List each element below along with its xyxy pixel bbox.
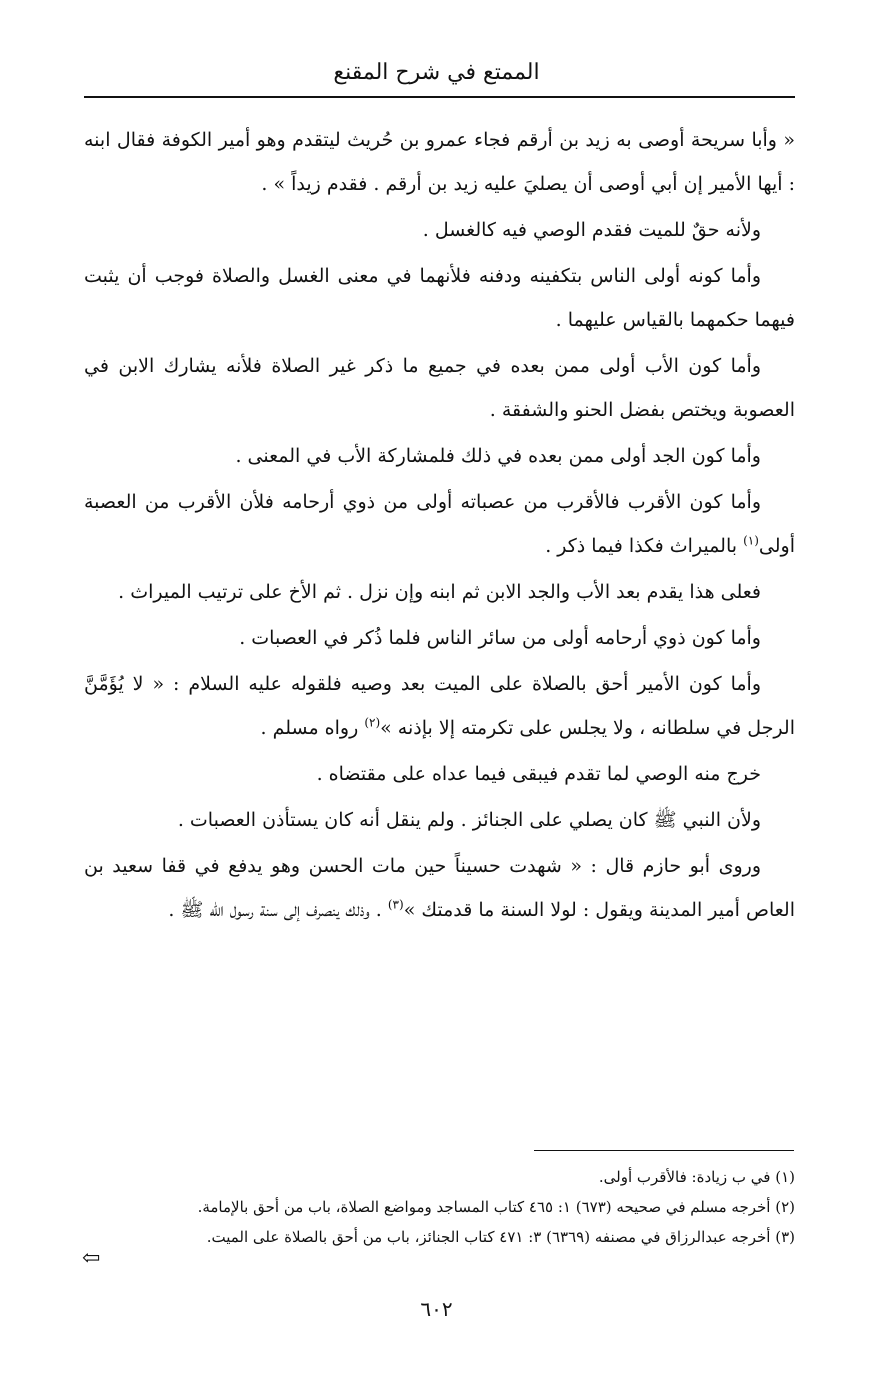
footnote-2: (٢) أخرجه مسلم في صحيحه (٦٧٣) ١: ٤٦٥ كتاب المساجد ومواضع الصلاة، باب من أحق بالإمامة. (197, 1198, 795, 1216)
paragraph-6-text: وأما كون الأقرب فالأقرب من عصباته أولى من ذوي أرحامه فلأن الأقرب من العصبة أولى (84, 491, 795, 557)
header-rule (84, 96, 795, 98)
paragraph-7: فعلى هذا يقدم بعد الأب والجد الابن ثم ابنه وإن نزل . ثم الأخ على ترتيب الميراث . (118, 581, 761, 603)
paragraph-11: ولأن النبي ﷺ كان يصلي على الجنائز . ولم ينقل أنه كان يستأذن العصبات . (177, 809, 761, 831)
paragraph-6 (84, 480, 795, 568)
paragraph-6-tail: بالميراث فكذا فيما ذكر . (545, 535, 738, 557)
arrow-left-icon: ⇦ (82, 1246, 101, 1271)
footnote-ref-2: (٢) (364, 715, 381, 730)
paragraph-12-text: وروى أبو حازم قال : « شهدت حسيناً حين مات الحسن وهو يدفع في قفا سعيد بن العاص أمير المدينة ويقول : لولا السنة ما قدمتك » (84, 855, 795, 921)
paragraph-10: خرج منه الوصي لما تقدم فيبقى فيما عداه على مقتضاه . (316, 763, 761, 785)
paragraph-1: « وأبا سريحة أوصى به زيد بن أرقم فجاء عمرو بن حُريث ليتقدم وهو أمير الكوفة فقال ابنه : أيها الأمير إن أبي أوصى أن يصليَ عليه زيد بن أرقم . فقدم زيداً » . (84, 129, 795, 195)
paragraph-5: وأما كون الجد أولى ممن بعده في ذلك فلمشاركة الأب في المعنى . (235, 445, 761, 467)
page-number: ٦٠٢ (420, 1297, 453, 1321)
running-header-title: الممتع في شرح المقنع (333, 60, 540, 85)
paragraph-9-tail: رواه مسلم . (260, 717, 359, 739)
footnote-1: (١) في ب زيادة: فالأقرب أولى. (598, 1168, 795, 1186)
footnotes (84, 1162, 795, 1252)
paragraph-2: ولأنه حقٌ للميت فقدم الوصي فيه كالغسل . (422, 219, 761, 241)
paragraph-3: وأما كونه أولى الناس بتكفينه ودفنه فلأنهما في معنى الغسل والصلاة فوجب أن يثبت فيهما حكمهما بالقياس عليهما . (84, 265, 795, 331)
paragraph-8: وأما كون ذوي أرحامه أولى من سائر الناس فلما ذُكر في العصبات . (239, 627, 761, 649)
paragraph-12-tail: . وذلك ينصرف إلى (283, 899, 382, 921)
paragraph-12 (84, 844, 795, 932)
paragraph-9-text: وأما كون الأمير أحق بالصلاة على الميت بعد وصيه فلقوله عليه السلام : « لا يُؤَمَّنَّ الرجل في سلطانه ، ولا يجلس على تكرمته إلا بإذنه » (84, 673, 795, 739)
footnote-ref-3: (٣) (387, 897, 404, 912)
footnote-ref-1: (١) (743, 533, 759, 548)
footnote-3: (٣) أخرجه عبدالرزاق في مصنفه (٦٣٦٩) ٣: ٤٧١ كتاب الجنائز، باب من أحق بالصلاة على الميت. (206, 1228, 795, 1246)
paragraph-4: وأما كون الأب أولى ممن بعده في جميع ما ذكر غير الصلاة فلأنه يشارك الابن في العصوبة ويختص بفضل الحنو والشفقة . (84, 355, 795, 421)
footnote-rule (534, 1150, 794, 1151)
paragraph-9 (84, 662, 795, 750)
paragraph-12-end: سنة رسول الله ﷺ . (168, 899, 278, 921)
main-text (84, 118, 795, 934)
